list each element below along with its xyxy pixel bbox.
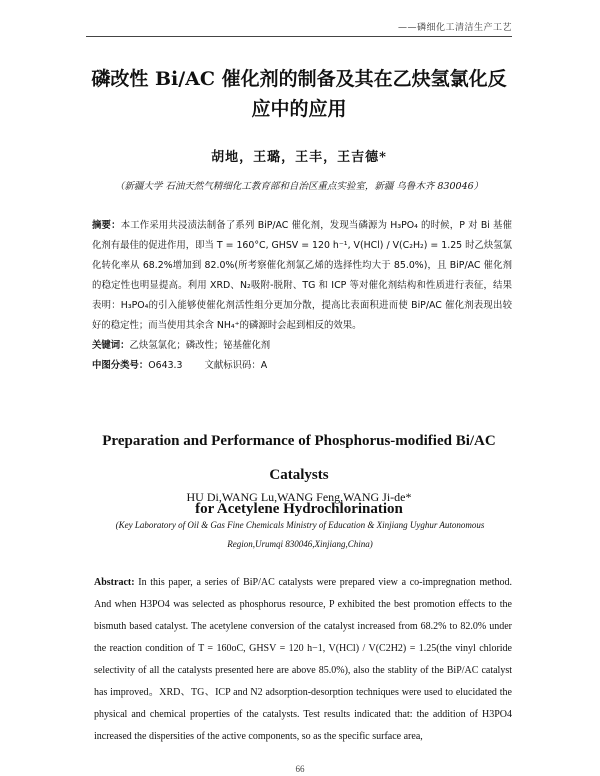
english-abstract: [94, 572, 512, 748]
chinese-keywords-label: 关键词：: [92, 340, 130, 351]
english-title-line2: for Acetylene Hydrochlorination: [195, 501, 403, 517]
page-number: 66: [295, 764, 305, 774]
english-abstract-text: In this paper, a series of BiP/AC catalysts were prepared view a co-impregnation method. And when H3PO4 was selected as phosphorus resource, P exhibited the best promotion effects to the bismuth based catalyst. The acetylene conversion of the catalyst increased from 68.2% to 82.0% under the reaction condition of T = 160oC, GHSV = 120 h−1, V(HCl) / V(C2H2) = 1.25(the vinyl chloride selectivity of all the catalysts presented here are above 85.0%), also the stablity of the BiP/AC catalyst has improved。XRD、TG、ICP and N2 adsorption-desorption techniques were used to elucidated the physical and chemical properties of the catalysts. Test results indicated that: the addition of H3PO4 increased the dispersities of the active components, so as the specific surface area,: [94, 577, 512, 742]
chinese-title: 磷改性 Bi/AC 催化剂的制备及其在乙炔氢氯化反应中的应用: [91, 68, 507, 120]
doc-code-label: 文献标识码：: [204, 360, 261, 371]
chinese-abstract-label: 摘要：: [92, 220, 121, 231]
chinese-abstract-block: [92, 216, 512, 376]
clc-label: 中图分类号：: [92, 360, 149, 371]
doc-code-value: A: [260, 360, 268, 371]
chinese-keywords-text: 乙炔氢氯化；磷改性；铋基催化剂: [129, 340, 271, 351]
classification-line: [92, 356, 512, 376]
english-affiliation: (Key Laboratory of Oil & Gas Fine Chemicals Ministry of Education & Xinjiang Uyghur Autonomous Region,Urumqi 830046,Xinjiang,China): [115, 520, 485, 549]
chinese-abstract: [92, 216, 512, 336]
english-authors: HU Di,WANG Lu,WANG Feng,WANG Ji-de*: [186, 490, 412, 504]
chinese-affiliation: （新疆大学 石油天然气精细化工教育部和自治区重点实验室，新疆 乌鲁木齐 830046）: [114, 181, 484, 192]
clc-value: O643.3: [148, 360, 183, 371]
running-head: ——磷细化工清洁生产工艺: [397, 23, 512, 33]
chinese-keywords: [92, 336, 512, 356]
chinese-authors: 胡地，王璐，王丰，王吉德*: [211, 150, 387, 165]
english-abstract-label: Abstract:: [94, 577, 135, 588]
header-rule: [86, 36, 512, 37]
english-title-line1: Preparation and Performance of Phosphorus-modified Bi/AC Catalysts: [102, 433, 496, 483]
chinese-abstract-text: 本工作采用共浸渍法制备了系列 BiP/AC 催化剂，发现当磷源为 H₃PO₄ 的时候，P 对 Bi 基催化剂有最佳的促进作用，即当 T = 160°C, GHSV = 120 h⁻¹, V(HCl) / V(C₂H₂) = 1.25 时乙炔氢氯化转化率从 68.2%增加到 82.0%(所考察催化剂氯乙烯的选择性均大于 85.0%)，且 BiP/AC 催化剂的稳定性也明显提高。利用 XRD、N₂吸附-脱附、TG 和 ICP 等对催化剂结构和性质进行表征，结果表明：H₃PO₄的引入能够使催化剂活性组分更加分散，提高比表面积进而使 BiP/AC 催化剂表现出较好的稳定性；而当使用其余含 NH₄⁺的磷源时会起到相反的效果。: [92, 220, 512, 331]
english-title: [86, 424, 512, 526]
